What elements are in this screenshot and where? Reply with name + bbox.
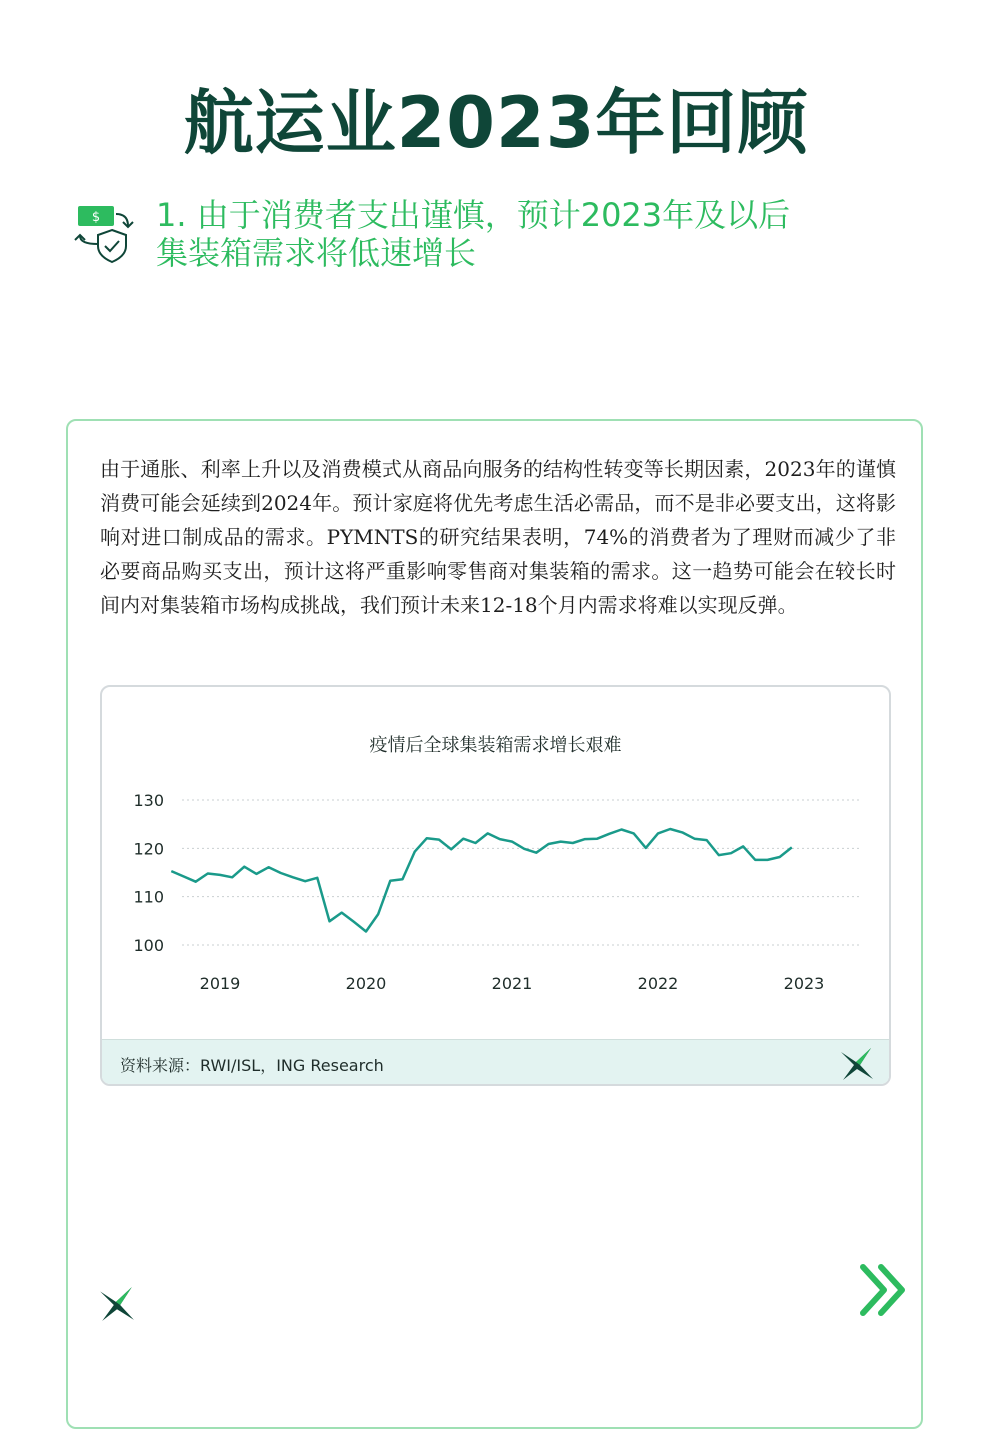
double-chevron-right-icon[interactable] <box>858 1262 908 1318</box>
page-title: 航运业2023年回顾 <box>0 78 992 168</box>
star-logo-icon <box>839 1046 875 1082</box>
x-tick-label: 2019 <box>200 974 241 993</box>
chart-source: 资料来源：RWI/ISL，ING Research <box>120 1053 384 1076</box>
section-title: 1. 由于消费者支出谨慎，预计2023年及以后集装箱需求将低速增长 <box>156 196 816 272</box>
svg-text:$: $ <box>92 210 100 225</box>
chart-footer <box>102 1039 889 1086</box>
line-chart <box>102 687 891 1039</box>
body-paragraph: 由于通胀、利率上升以及消费模式从商品向服务的结构性转变等长期因素，2023年的谨慎消费可能会延续到2024年。预计家庭将优先考虑生活必需品，而不是非必要支出，这将影响对进口制成品的需求。PYMNTS的研究结果表明，74%的消费者为了理财而减少了非必要商品购买支出，预计这将严重影响零售商对集装箱的需求。这一趋势可能会在较长时间内对集装箱市场构成挑战，我们预计未来12-18个月内需求将难以实现反弹。 <box>100 452 896 622</box>
series-line <box>171 829 792 932</box>
x-tick-label: 2021 <box>492 974 533 993</box>
chart-panel <box>100 685 891 1086</box>
money-shield-cycle-icon <box>72 200 144 270</box>
y-tick-label: 110 <box>133 888 164 907</box>
x-tick-label: 2022 <box>638 974 679 993</box>
y-tick-label: 120 <box>133 839 164 858</box>
y-tick-label: 130 <box>133 791 164 810</box>
chart-title: 疫情后全球集装箱需求增长艰难 <box>102 731 889 757</box>
star-logo-icon <box>98 1285 136 1323</box>
x-tick-label: 2020 <box>346 974 387 993</box>
x-tick-label: 2023 <box>784 974 825 993</box>
y-tick-label: 100 <box>133 936 164 955</box>
